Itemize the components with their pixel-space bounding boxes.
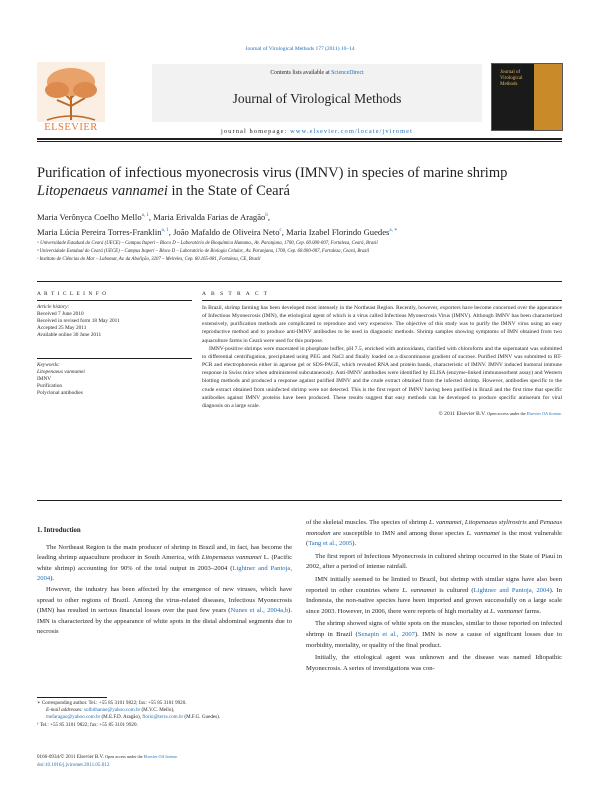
running-head[interactable]: Journal of Virological Methods 177 (2011) 10–14 [245, 46, 355, 52]
email-note [37, 714, 297, 721]
email-label: E-mail addresses: [46, 707, 85, 714]
section-heading: 1. Introduction [37, 527, 81, 534]
footnotes [37, 700, 297, 729]
header-rule [37, 138, 562, 140]
text-run: , [461, 519, 465, 526]
body-paragraph [306, 518, 562, 550]
history-item: Accepted 25 May 2011 [37, 325, 87, 331]
email-link[interactable]: solbithanne@yahoo.com.br [84, 707, 141, 714]
corresponding-author-note: ∗ Corresponding author. Tel.: +55 85 3101 9822; fax: +55 85 3101 9920. [37, 700, 187, 706]
citation-link[interactable]: Senapin et al., 2007 [357, 630, 415, 638]
text-run: of the skeletal muscles. The species of shrimp [306, 519, 429, 526]
text-run: However, the industry has been affected by the emergence of new viruses, which have spread to other regions of Brazil. Among the virus-related diseases, Infectious Myonecrosis (IMN) has resulted in serious financial losses over the past few years ( [37, 585, 292, 615]
citation-link[interactable]: Lightner and Pantoja, 2004 [473, 586, 550, 594]
keyword-item: Purification [37, 383, 63, 389]
keyword-item: IMNV [37, 376, 52, 382]
oa-license-link[interactable]: Elsevier OA license. [526, 411, 562, 417]
article-history [37, 304, 192, 339]
issn-doi-block [37, 753, 297, 769]
author-separator: , [267, 211, 270, 222]
text-run: is the most vulnerable ( [306, 529, 562, 548]
contents-prefix: Contents lists available at [270, 70, 332, 76]
author-name: , Maria Izabel Florindo Guedes [281, 227, 390, 238]
author-name: , Maria Erivalda Farias de Aragão [148, 211, 266, 222]
author-name: Maria Lúcia Pereira Torres-Franklin [37, 227, 162, 238]
elsevier-tree-logo [37, 62, 105, 128]
history-item: Available online 30 June 2011 [37, 332, 102, 338]
copyright-oa-text: Open access under the [487, 411, 527, 417]
title-line-1: Purification of infectious myonecrosis virus (IMNV) in species of marine shrimp [37, 165, 508, 181]
body-paragraph: Initially, the etiological agent was unknown and the disease was named Idiopathic Myonecrosis. A series of investigations was con- [306, 654, 562, 672]
homepage-prefix: journal homepage: [221, 128, 291, 135]
email-owner: (M.E.F.D. Aragão), [100, 714, 143, 721]
header-rule-thin [37, 141, 562, 142]
body-left-column [37, 526, 292, 638]
citation-link[interactable]: Nunes et al., 2004a,b [230, 607, 289, 615]
species-name: Penaeus monodon [306, 519, 563, 537]
doi-link[interactable]: doi:10.1016/j.jviromet.2011.05.012 [37, 761, 110, 768]
species-name: L. vannamei [402, 586, 437, 594]
text-run: The Northeast Region is the main producer of shrimp in Brazil and, in fact, has become the leading shrimp aquaculture producer in South America, with [37, 543, 292, 562]
journal-title: Journal of Virological Methods [232, 91, 402, 106]
affiliation-a: ᵃ Universidade Estadual do Ceará (UECE) – Campus Itaperi – Bloco D – Laboratório de Bioquímica Humana., Av. Paranjana, 1700, Cep. 60.000-007, Fortaleza, Ceará, Brazil [37, 241, 378, 246]
issn-line [37, 753, 297, 762]
abstract-paragraph: IMNV-positive shrimps were macerated in phosphate buffer, pH 7.5, enriched with antioxidants, clarified with chloroform and the supernatant was submitted to differential centrifugation, precipitated using PEG and NaCl and finally loaded on a discontinuous gradient of sucrose. Purified IMNV was submitted to RT-PCR and electrophoresis either in agarose gel or SDS-PAGE, which revealed RNA and protein bands, characteristic of IMNV. IMNV induced humoral immune response in Swiss mice when administered subcutaneously. Anti-IMNV antibodies were identified by ELISA (enzyme-linked immunosorbent assay) and Western blotting methods and produced a response against purified IMNV and the crude extract obtained from the infected shrimp. However, antibodies specific to the crude extract obtained from uninfected shrimp were not detected. This is the first report of IMNV having been purified in Brazil and the first time that specific antibodies against IMNV proteins have been produced. These results suggest that easy methods can be developed to produce specific antiserum for viral diagnosis on a large scale. [202, 345, 562, 409]
keywords [37, 362, 192, 397]
history-item: Received 7 June 2010 [37, 311, 84, 317]
body-paragraph [306, 575, 562, 617]
keyword-item: Litopenaeus vannamei [37, 369, 85, 375]
author-affil-sup[interactable]: c [279, 228, 282, 234]
author-list [37, 209, 577, 240]
text-run: The shrimp showed signs of white spots on the muscles, similar to those reported on infected shrimp in Brazil ( [306, 620, 562, 638]
issn-text: 0166-0934/© 2011 Elsevier B.V. [37, 754, 106, 760]
contents-line [152, 70, 482, 76]
body-right-column [306, 518, 562, 674]
species-name: Litopenaeus vannamei [201, 554, 262, 562]
abstract-paragraph: In Brazil, shrimp farming has been developed most intensely in the Northeast Region. Recently, however, exporters have become concerned over the appearance of Infectious Myonecrosis (IMN), the etiological agent of which is a virus called Infectious Myonecrosis Virus (IMNV). Although IMNV has been characterized extensively, purification methods are complicated to reproduce and very expensive. The objective of this study was to purify the IMNV virus using an easy reproductive method and to produce anti-IMNV antibodies to be used in diagnostic methods. Shrimp samples showing symptoms of IMN obtained from two aquaculture farms in Ceará were used for this purpose. [202, 305, 562, 344]
citation-link[interactable]: Tang et al., 2005 [308, 540, 353, 548]
abstract-heading: A B S T R A C T [202, 291, 270, 297]
text-run: L. (Pacific white shrimp) accounting for 90% of the total output in 2003–2004 ( [37, 554, 292, 572]
title-species: Litopenaeus vannamei [37, 182, 168, 199]
text-run: are susceptible to IMN and among these species [330, 529, 467, 537]
journal-cover-thumbnail [491, 63, 563, 131]
author-affil-sup[interactable]: a, 1 [141, 213, 149, 218]
cover-stripe [534, 64, 562, 130]
article-info-heading: A R T I C L E I N F O [37, 291, 108, 297]
history-item: Received in revised form 18 May 2011 [37, 318, 120, 324]
abstract-body [202, 304, 562, 418]
keyword-item: Polyclonal antibodies [37, 390, 83, 396]
text-run: ). [50, 575, 55, 583]
text-run: is cultured ( [436, 586, 474, 594]
text-run: ). IMN is now a cause of significant losses due to morbidity, mortality, or quality of the final product. [306, 630, 562, 649]
email-owner: (M.V.C. Mello), [140, 707, 175, 714]
homepage-link[interactable]: www.elsevier.com/locate/jviromet [290, 128, 413, 135]
homepage-line [152, 128, 482, 135]
abstract-rule [202, 300, 562, 301]
text-run: ). In Indonesia, the non-native species have been imported and grown successfully on a large scale since 2003. However, in 2006, there were reports of high mortality at [306, 586, 562, 615]
species-name: L. vannamei [466, 529, 500, 537]
email-owner: (M.F.G. Guedes). [183, 714, 221, 721]
email-link[interactable]: florio@terra.com.br [142, 714, 184, 721]
affiliation-c: ᶜ Instituto de Ciências do Mar – Labomar, Av. da Abolição, 3207 – Meireles, Cep. 60.165-081, Fortaleza, CE, Brazil [37, 257, 261, 262]
text-run: IMN initially seemed to be limited to Brazil, but shrimp with similar signs have also been reported in other countries where [306, 575, 562, 594]
keywords-label: Keywords: [37, 362, 60, 368]
article-info-rule [37, 300, 192, 301]
author-name: Maria Verônyca Coelho Mello [37, 211, 142, 222]
doi-line [37, 762, 297, 770]
body-paragraph [37, 585, 292, 638]
citation-link[interactable]: Lightner and Pantoja, 2004 [37, 564, 292, 583]
text-run: ). IMN is characterized by the appearance of white spots in the distal abdominal segments due to necrosis [37, 607, 293, 636]
author-name: , João Mafaldo de Oliveira Neto [168, 227, 280, 238]
copyright-text: © 2011 Elsevier B.V. [438, 411, 488, 418]
author-affil-sup[interactable]: a, 1 [161, 228, 169, 234]
oa-text: Open access under the [105, 754, 144, 759]
copyright-line [202, 410, 562, 418]
title-line-2: in the State of Ceará [167, 182, 290, 199]
article-title [37, 165, 557, 200]
publisher-name: ELSEVIER [44, 122, 98, 133]
text-run: ). [352, 540, 357, 548]
cover-title: Journal of Virological Methods [500, 70, 523, 87]
footnote-rule [37, 697, 107, 698]
author-affil-sup[interactable]: b [265, 213, 268, 218]
species-name: L. vannamei [490, 607, 523, 615]
history-label: Article history: [37, 304, 70, 310]
oa-license-link[interactable]: Elsevier OA license. [143, 754, 179, 759]
section-divider [37, 281, 562, 282]
body-paragraph [306, 619, 562, 651]
body-paragraph [37, 543, 292, 585]
sciencedirect-link[interactable]: ScienceDirect [331, 70, 364, 76]
article-info-rule [37, 358, 192, 359]
phone-note: ¹ Tel.: +55 85 3101 9822; fax: +55 85 3101 9920. [37, 721, 138, 728]
species-name: L. vannamei [428, 519, 462, 526]
author-affil-sup[interactable]: a, ∗ [389, 228, 398, 234]
species-name: Litopenaeus stylirostris [464, 519, 527, 526]
text-run: and [526, 519, 540, 526]
affiliation-b: ᵇ Universidade Estadual do Ceará (UECE) – Campus Itaperi – Bloco D – Laboratório de Biologia Celular., Av. Paranjana, 1700, Cep. 60.000-007, Fortaleza, Ceará, Brazil [37, 249, 370, 254]
email-link[interactable]: mefaragao@yahoo.com.br [46, 714, 101, 721]
body-paragraph: The first report of Infectious Myonecrosis in cultured shrimp occurred in the State of Piauí in 2002, after a period of intense rainfall. [306, 552, 562, 571]
text-run: farms. [522, 607, 542, 615]
abstract-bottom-rule [37, 500, 562, 501]
